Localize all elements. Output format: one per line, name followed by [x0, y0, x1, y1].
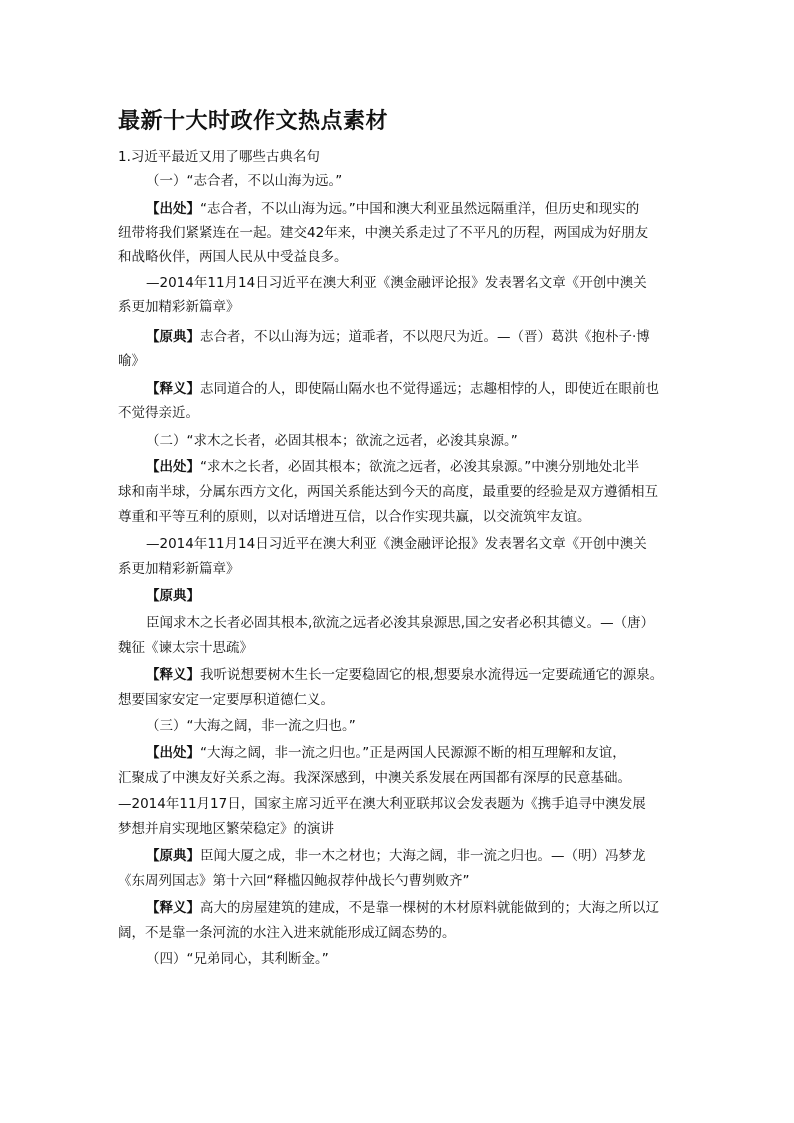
source-paragraph-line: 汇聚成了中澳友好关系之海。我深深感到，中澳关系发展在两国都有深厚的民意基础。 — [118, 770, 631, 786]
source-paragraph-line: 球和南半球，分属东西方文化，两国关系能达到今天的高度，最重要的经验是双方遵循相互 — [118, 484, 658, 500]
page-title: 最新十大时政作文热点素材 — [118, 109, 389, 134]
explanation-text: 志同道合的人，即使隔山隔水也不觉得遥远；志趣相悖的人，即使近在眼前也 — [200, 381, 659, 397]
explanation-line: 不觉得亲近。 — [118, 405, 199, 421]
original-text-line — [146, 845, 646, 867]
source-paragraph-line: 和战略伙伴，两国人民从中受益良多。 — [118, 249, 348, 265]
original-text: 志合者，不以山海为远；道乖者，不以咫尺为近。—（晋）葛洪《抱朴子·博 — [200, 329, 650, 345]
source-text: “志合者，不以山海为远。”中国和澳大利亚虽然远隔重洋，但历史和现实的 — [200, 201, 640, 217]
explanation-line: 阔，不是靠一条河流的水注入进来就能形成辽阔态势的。 — [118, 925, 456, 941]
quote-heading-2: （二）“求木之长者，必固其根本；欲流之远者，必浚其泉源。” — [146, 433, 518, 449]
original-text-line — [146, 326, 650, 348]
explanation-text: 高大的房屋建筑的建成，不是靠一棵树的木材原料就能做到的；大海之所以辽 — [200, 900, 659, 916]
source-tag: 【出处】 — [146, 201, 200, 217]
source-tag: 【出处】 — [146, 745, 200, 761]
citation-line: 梦想并肩实现地区繁荣稳定》的演讲 — [118, 821, 334, 837]
citation-line: —2014年11月14日习近平在澳大利亚《澳金融评论报》发表署名文章《开创中澳关 — [146, 275, 647, 291]
original-text-line: 《东周列国志》第十六回“释槛囚鲍叔荐仲战长勺曹刿败齐” — [118, 873, 470, 889]
citation-line: —2014年11月14日习近平在澳大利亚《澳金融评论报》发表署名文章《开创中澳关 — [146, 536, 647, 552]
original-tag: 【原典】 — [146, 329, 200, 345]
quote-heading-4: （四）“兄弟同心，其利断金。” — [146, 951, 329, 967]
citation-line: 系更加精彩新篇章》 — [118, 561, 240, 577]
citation-line: 系更加精彩新篇章》 — [118, 299, 240, 315]
original-text-line: 魏征《谏太宗十思疏》 — [118, 640, 253, 656]
source-tag: 【出处】 — [146, 459, 200, 475]
source-paragraph-line: 纽带将我们紧紧连在一起。建交42年来，中澳关系走过了不平凡的历程，两国成为好朋友 — [118, 225, 649, 241]
explanation-text: 我听说想要树木生长一定要稳固它的根,想要泉水流得远一定要疏通它的源泉。 — [200, 667, 664, 683]
quote-heading-1: （一）“志合者，不以山海为远。” — [146, 173, 343, 189]
explanation-line — [146, 378, 659, 400]
original-text: 臣闻大厦之成，非一木之材也；大海之阔，非一流之归也。—（明）冯梦龙 — [200, 848, 646, 864]
explanation-tag: 【释义】 — [146, 381, 200, 397]
explanation-line: 想要国家安定一定要厚积道德仁义。 — [118, 692, 334, 708]
source-paragraph-line — [146, 456, 639, 478]
original-tag-line — [146, 585, 200, 607]
explanation-tag: 【释义】 — [146, 667, 200, 683]
source-text: “求木之长者，必固其根本；欲流之远者，必浚其泉源。”中澳分别地处北半 — [200, 459, 640, 475]
quote-heading-3: （三）“大海之阔，非一流之归也。” — [146, 718, 356, 734]
section-heading: 1.习近平最近又用了哪些古典名句 — [118, 149, 320, 165]
explanation-line — [146, 664, 663, 686]
original-tag: 【原典】 — [146, 848, 200, 864]
original-text-line: 喻》 — [118, 353, 145, 369]
original-tag: 【原典】 — [146, 588, 200, 604]
original-text-line: 臣闻求木之长者必固其根本,欲流之远者必浚其泉源思,国之安者必积其德义。—（唐） — [146, 615, 655, 631]
citation-line: —2014年11月17日，国家主席习近平在澳大利亚联邦议会发表题为《携手追寻中澳发展 — [118, 796, 646, 812]
source-paragraph-line — [146, 198, 639, 220]
source-paragraph-line — [146, 742, 626, 764]
source-text: “大海之阔，非一流之归也。”正是两国人民源源不断的相互理解和友谊， — [200, 745, 626, 761]
explanation-tag: 【释义】 — [146, 900, 200, 916]
explanation-line — [146, 897, 659, 919]
source-paragraph-line: 尊重和平等互利的原则，以对话增进互信，以合作实现共赢，以交流筑牢友谊。 — [118, 509, 591, 525]
